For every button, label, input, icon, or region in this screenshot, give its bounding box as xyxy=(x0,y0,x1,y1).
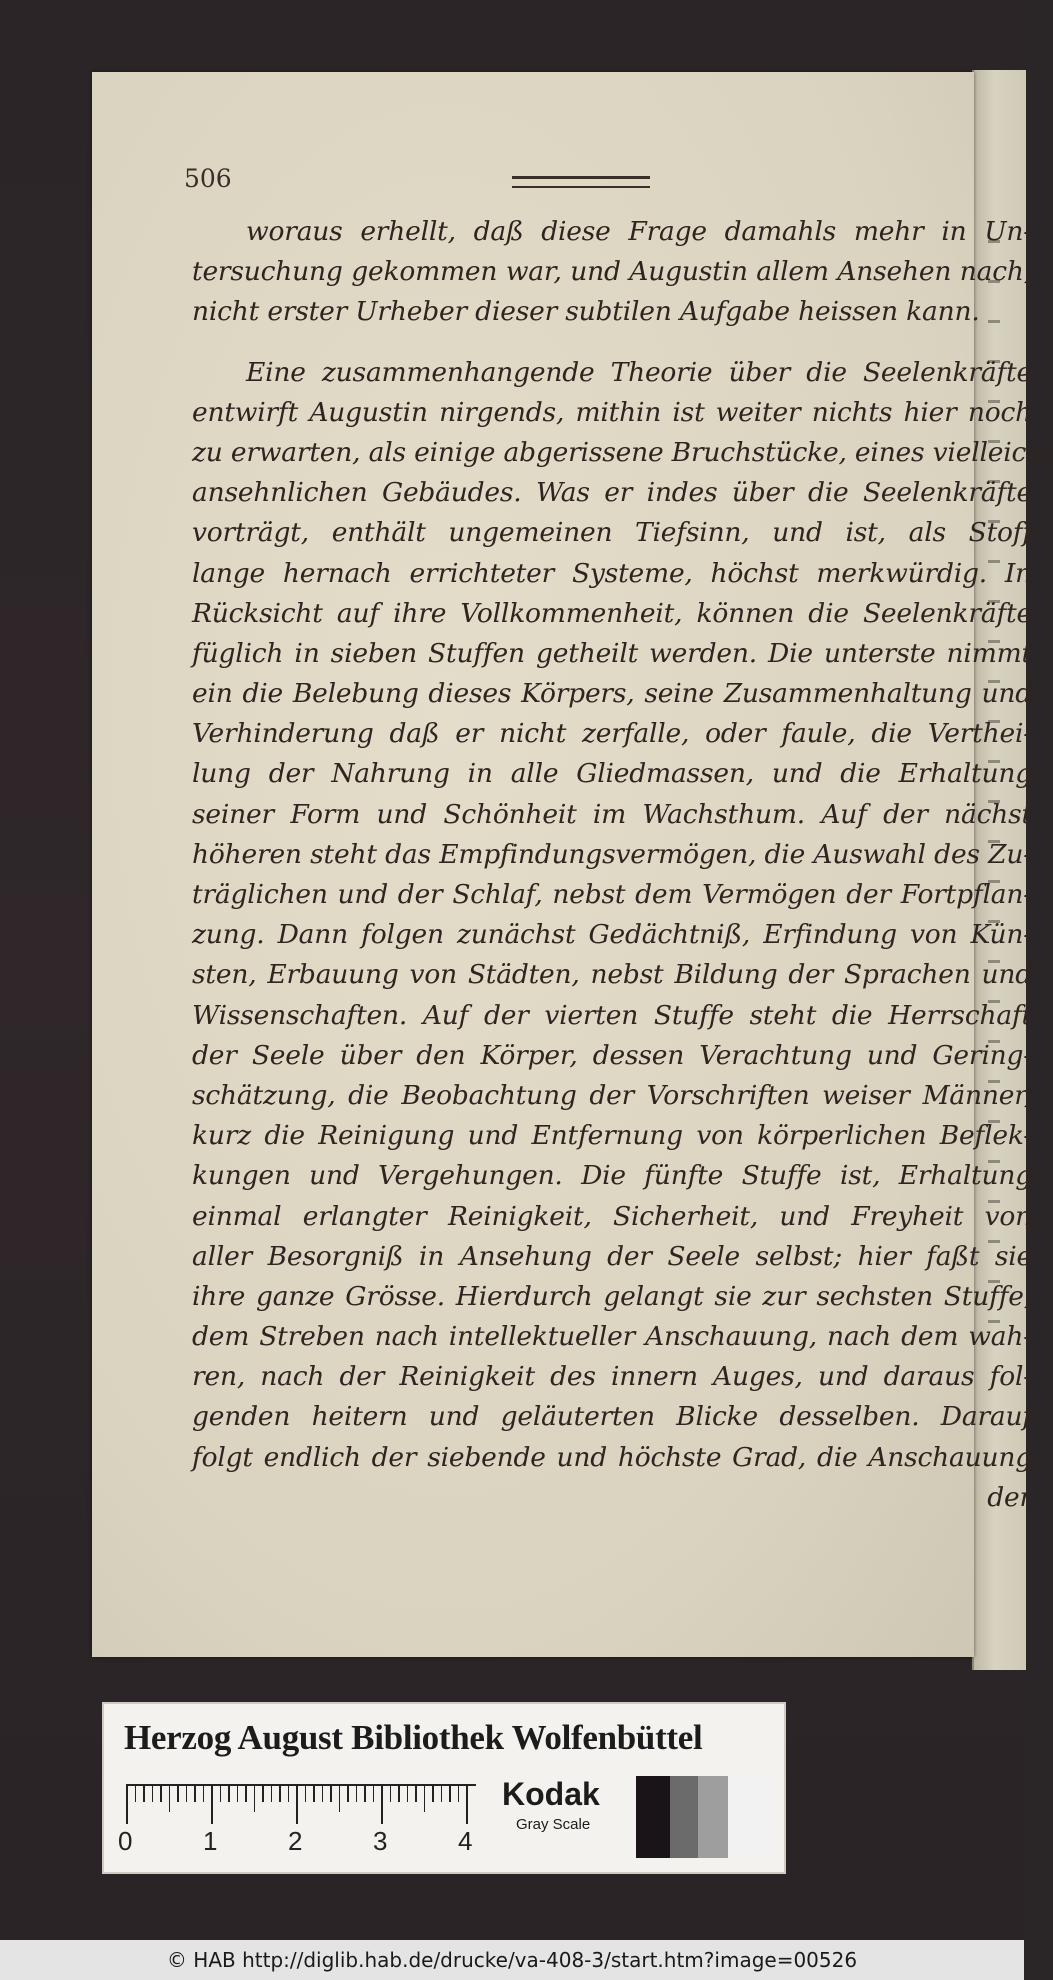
kodak-logo: Kodak xyxy=(502,1776,600,1812)
header-rule xyxy=(512,176,650,188)
text-line: Verhinderung daß er nicht zerfalle, oder faule, die Verthei- xyxy=(192,718,1032,750)
ruler-label: 4 xyxy=(458,1826,473,1856)
ruler-tick xyxy=(245,1786,247,1802)
ruler-tick xyxy=(186,1786,188,1802)
text-line: tersuchung gekommen war, und Augustin allem Ansehen nach, xyxy=(192,256,1032,288)
text-line: der xyxy=(987,1481,1032,1513)
text-line: Wissenschaften. Auf der vierten Stuffe steht die Herrschaft xyxy=(192,999,1032,1031)
text-line: füglich in sieben Stuffen getheilt werden. Die unterste nimmt xyxy=(192,637,1032,669)
text-line: der Seele über den Körper, dessen Verachtung und Gering- xyxy=(192,1039,1032,1071)
text-line: Rücksicht auf ihre Vollkommenheit, können die Seelenkräfte xyxy=(192,597,1032,629)
ruler-label: 2 xyxy=(288,1826,303,1856)
ruler-tick xyxy=(194,1786,196,1802)
ruler-tick xyxy=(288,1786,290,1802)
text-line: woraus erhellt, daß diese Frage damahls mehr in Un- xyxy=(246,216,1032,247)
ruler-tick xyxy=(339,1786,341,1812)
ruler-tick xyxy=(296,1786,298,1824)
text-line: entwirft Augustin nirgends, mithin ist weiter nichts hier noch xyxy=(192,396,1032,428)
page-number: 506 xyxy=(184,164,232,193)
text-line: höheren steht das Empfindungsvermögen, die Auswahl des Zu- xyxy=(192,838,1032,870)
ruler-tick xyxy=(177,1786,179,1802)
ruler-tick xyxy=(424,1786,426,1812)
ruler-tick xyxy=(228,1786,230,1802)
text-line: schätzung, die Beobachtung der Vorschriften weiser Männer, xyxy=(192,1079,1032,1111)
ruler-tick xyxy=(347,1786,349,1802)
ruler-tick xyxy=(152,1786,154,1802)
ruler-tick xyxy=(262,1786,264,1802)
text-line: genden heitern und geläuterten Blicke desselben. Darauf xyxy=(192,1401,1032,1433)
calibration-card xyxy=(102,1702,786,1874)
paragraph-gap xyxy=(192,333,1032,353)
ruler-tick xyxy=(466,1786,468,1824)
ruler-tick xyxy=(449,1786,451,1802)
text-line: ren, nach der Reinigkeit des innern Auges, und daraus fol- xyxy=(192,1361,1032,1393)
ruler-tick xyxy=(373,1786,375,1802)
footer-credit: © HAB http://diglib.hab.de/drucke/va-408-3/start.htm?image=00526 xyxy=(0,1940,1024,1980)
ruler-tick xyxy=(398,1786,400,1802)
ruler-tick xyxy=(381,1786,383,1824)
text-line: träglichen und der Schlaf, nebst dem Vermögen der Fortpflan- xyxy=(192,879,1032,910)
ruler-tick xyxy=(271,1786,273,1802)
ruler-label: 3 xyxy=(373,1826,388,1856)
text-line: folgt endlich der siebende und höchste Grad, die Anschauung xyxy=(192,1441,1032,1473)
ruler-tick xyxy=(169,1786,171,1812)
ruler-tick xyxy=(390,1786,392,1802)
ruler-tick xyxy=(330,1786,332,1802)
ruler-tick xyxy=(407,1786,409,1802)
ruler-tick xyxy=(313,1786,315,1802)
ruler-tick xyxy=(441,1786,443,1802)
ruler-tick xyxy=(305,1786,307,1802)
library-name: Herzog August Bibliothek Wolfenbüttel xyxy=(124,1718,703,1757)
ruler-tick xyxy=(220,1786,222,1802)
text-line: nicht erster Urheber dieser subtilen Aufgabe heissen kann. xyxy=(192,296,980,328)
ruler-tick xyxy=(415,1786,417,1802)
text-line: zu erwarten, als einige abgerissene Bruchstücke, eines vielleicht xyxy=(192,436,1053,468)
ruler-label: 1 xyxy=(203,1826,218,1856)
text-line: einmal erlangter Reinigkeit, Sicherheit, und Freyheit von xyxy=(192,1200,1032,1232)
ruler-tick xyxy=(322,1786,324,1802)
ruler-tick xyxy=(254,1786,256,1812)
gray-patch xyxy=(728,1776,772,1858)
ruler-tick xyxy=(356,1786,358,1802)
ruler-tick xyxy=(203,1786,205,1802)
ruler-tick xyxy=(364,1786,366,1802)
gray-patch xyxy=(698,1776,728,1858)
text-line: kungen und Vergehungen. Die fünfte Stuffe ist, Erhaltung xyxy=(192,1160,1032,1192)
ruler xyxy=(126,1784,476,1826)
text-line: kurz die Reinigung und Entfernung von körperlichen Beflek- xyxy=(192,1120,1032,1152)
book-page xyxy=(92,72,1053,1657)
ruler-label: 0 xyxy=(118,1826,133,1856)
text-line: ihre ganze Grösse. Hierdurch gelangt sie zur sechsten Stuffe, xyxy=(192,1280,1032,1312)
ruler-tick xyxy=(135,1786,137,1802)
gray-patch xyxy=(636,1776,670,1858)
ruler-tick xyxy=(432,1786,434,1802)
text-line: Eine zusammenhangende Theorie über die Seelenkräfte xyxy=(246,356,1032,388)
ruler-tick xyxy=(279,1786,281,1802)
ruler-tick xyxy=(211,1786,213,1824)
text-line: lung der Nahrung in alle Gliedmassen, und die Erhaltung xyxy=(192,758,1032,790)
gray-patch xyxy=(670,1776,698,1858)
text-line: vorträgt, enthält ungemeinen Tiefsinn, und ist, als Stoff xyxy=(192,517,1032,549)
text-line: ansehnlichen Gebäudes. Was er indes über die Seelenkräfte xyxy=(192,477,1032,509)
text-line: dem Streben nach intellektueller Anschauung, nach dem wah- xyxy=(192,1321,1032,1353)
gray-scale-label: Gray Scale xyxy=(516,1816,591,1833)
text-line: ein die Belebung dieses Körpers, seine Zusammenhaltung und xyxy=(192,678,1032,710)
ruler-tick xyxy=(160,1786,162,1802)
ruler-tick xyxy=(237,1786,239,1802)
text-line: zung. Dann folgen zunächst Gedächtniß, Erfindung von Kün- xyxy=(192,919,1032,951)
ruler-tick xyxy=(143,1786,145,1802)
page-text xyxy=(192,212,1053,1518)
text-line: seiner Form und Schönheit im Wachsthum. Auf der nächst xyxy=(192,798,1032,830)
ruler-tick xyxy=(458,1786,460,1802)
text-line: sten, Erbauung von Städten, nebst Bildung der Sprachen und xyxy=(192,959,1032,991)
ruler-tick xyxy=(126,1786,128,1824)
text-line: lange hernach errichteter Systeme, höchst merkwürdig. In xyxy=(192,557,1032,589)
text-line: aller Besorgniß in Ansehung der Seele selbst; hier faßt sie xyxy=(192,1240,1032,1272)
